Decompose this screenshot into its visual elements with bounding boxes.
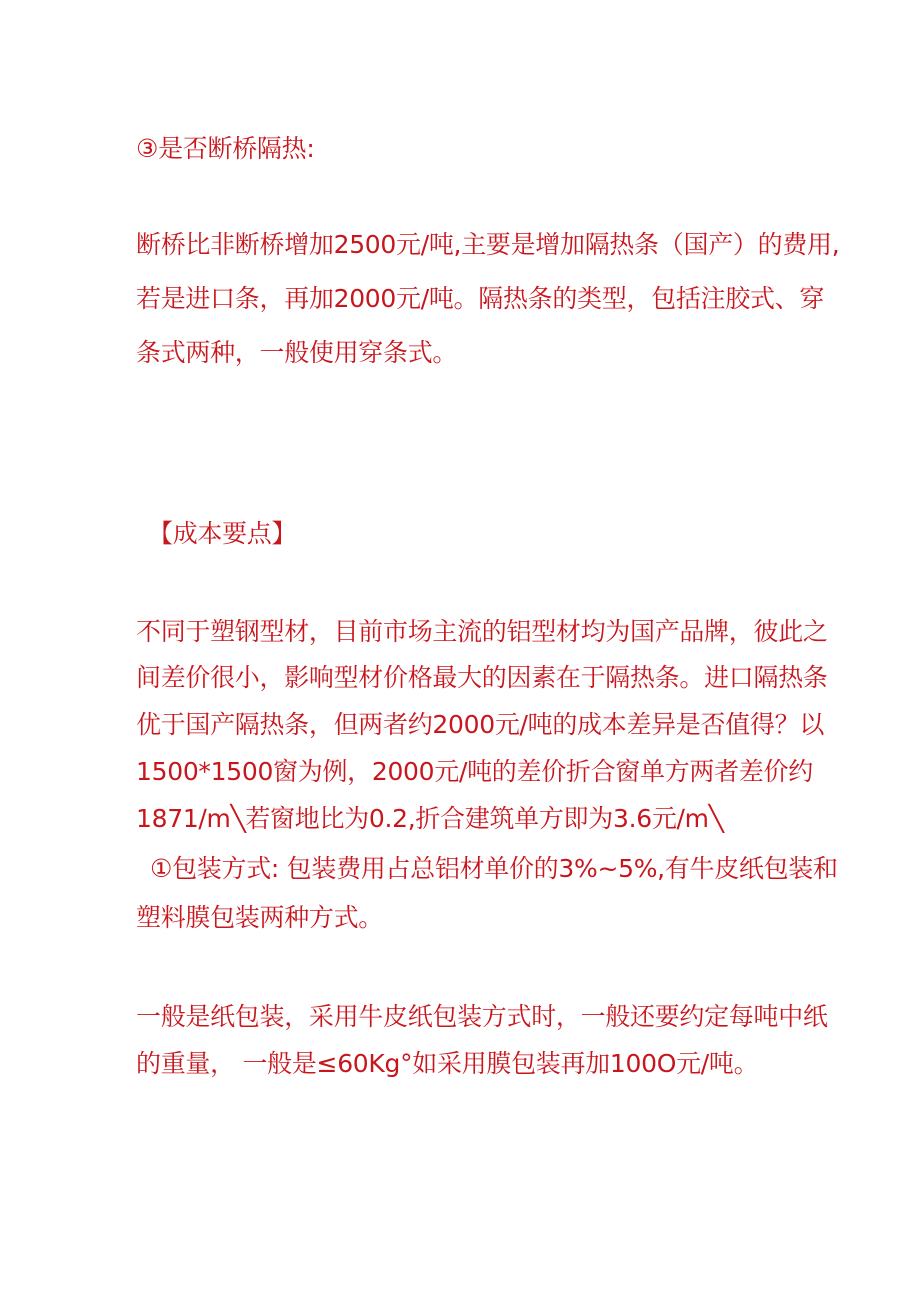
heading-bridge-insulation: ③是否断桥隔热: bbox=[136, 134, 315, 163]
bridge-paragraph-line-3: 条式两种，一般使用穿条式。 bbox=[136, 338, 458, 367]
cost-paragraph-line-3: 优于国产隔热条，但两者约2000元/吨的成本差异是否值得？以 bbox=[136, 710, 825, 739]
packaging-paragraph-line-2: 塑料膜包装两种方式。 bbox=[136, 903, 384, 932]
packaging-paragraph-line-1: ①包装方式: 包装费用占总铝材单价的3%~5%,有牛皮纸包装和 bbox=[150, 854, 838, 883]
bridge-paragraph-line-1: 断桥比非断桥增加2500元/吨,主要是增加隔热条（国产）的费用, bbox=[136, 230, 840, 259]
bridge-paragraph-line-2: 若是进口条，再加2000元/吨。隔热条的类型，包括注胶式、穿 bbox=[136, 284, 825, 313]
cost-paragraph-line-1: 不同于塑钢型材，目前市场主流的铝型材均为国产品牌，彼此之 bbox=[136, 617, 828, 646]
paper-paragraph-line-1: 一般是纸包装，采用牛皮纸包装方式时，一般还要约定每吨中纸 bbox=[136, 1002, 828, 1031]
paper-paragraph-line-2: 的重量， 一般是≤60Kg°如采用膜包装再加100O元/吨。 bbox=[136, 1049, 759, 1078]
cost-paragraph-line-5: 1871∕m╲若窗地比为0.2,折合建筑单方即为3.6元∕m╲ bbox=[136, 804, 724, 833]
section-cost-points: 【成本要点】 bbox=[148, 519, 297, 548]
cost-paragraph-line-2: 间差价很小，影响型材价格最大的因素在于隔热条。进口隔热条 bbox=[136, 663, 828, 692]
cost-paragraph-line-4: 1500*1500窗为例，2000元/吨的差价折合窗单方两者差价约 bbox=[136, 757, 813, 786]
